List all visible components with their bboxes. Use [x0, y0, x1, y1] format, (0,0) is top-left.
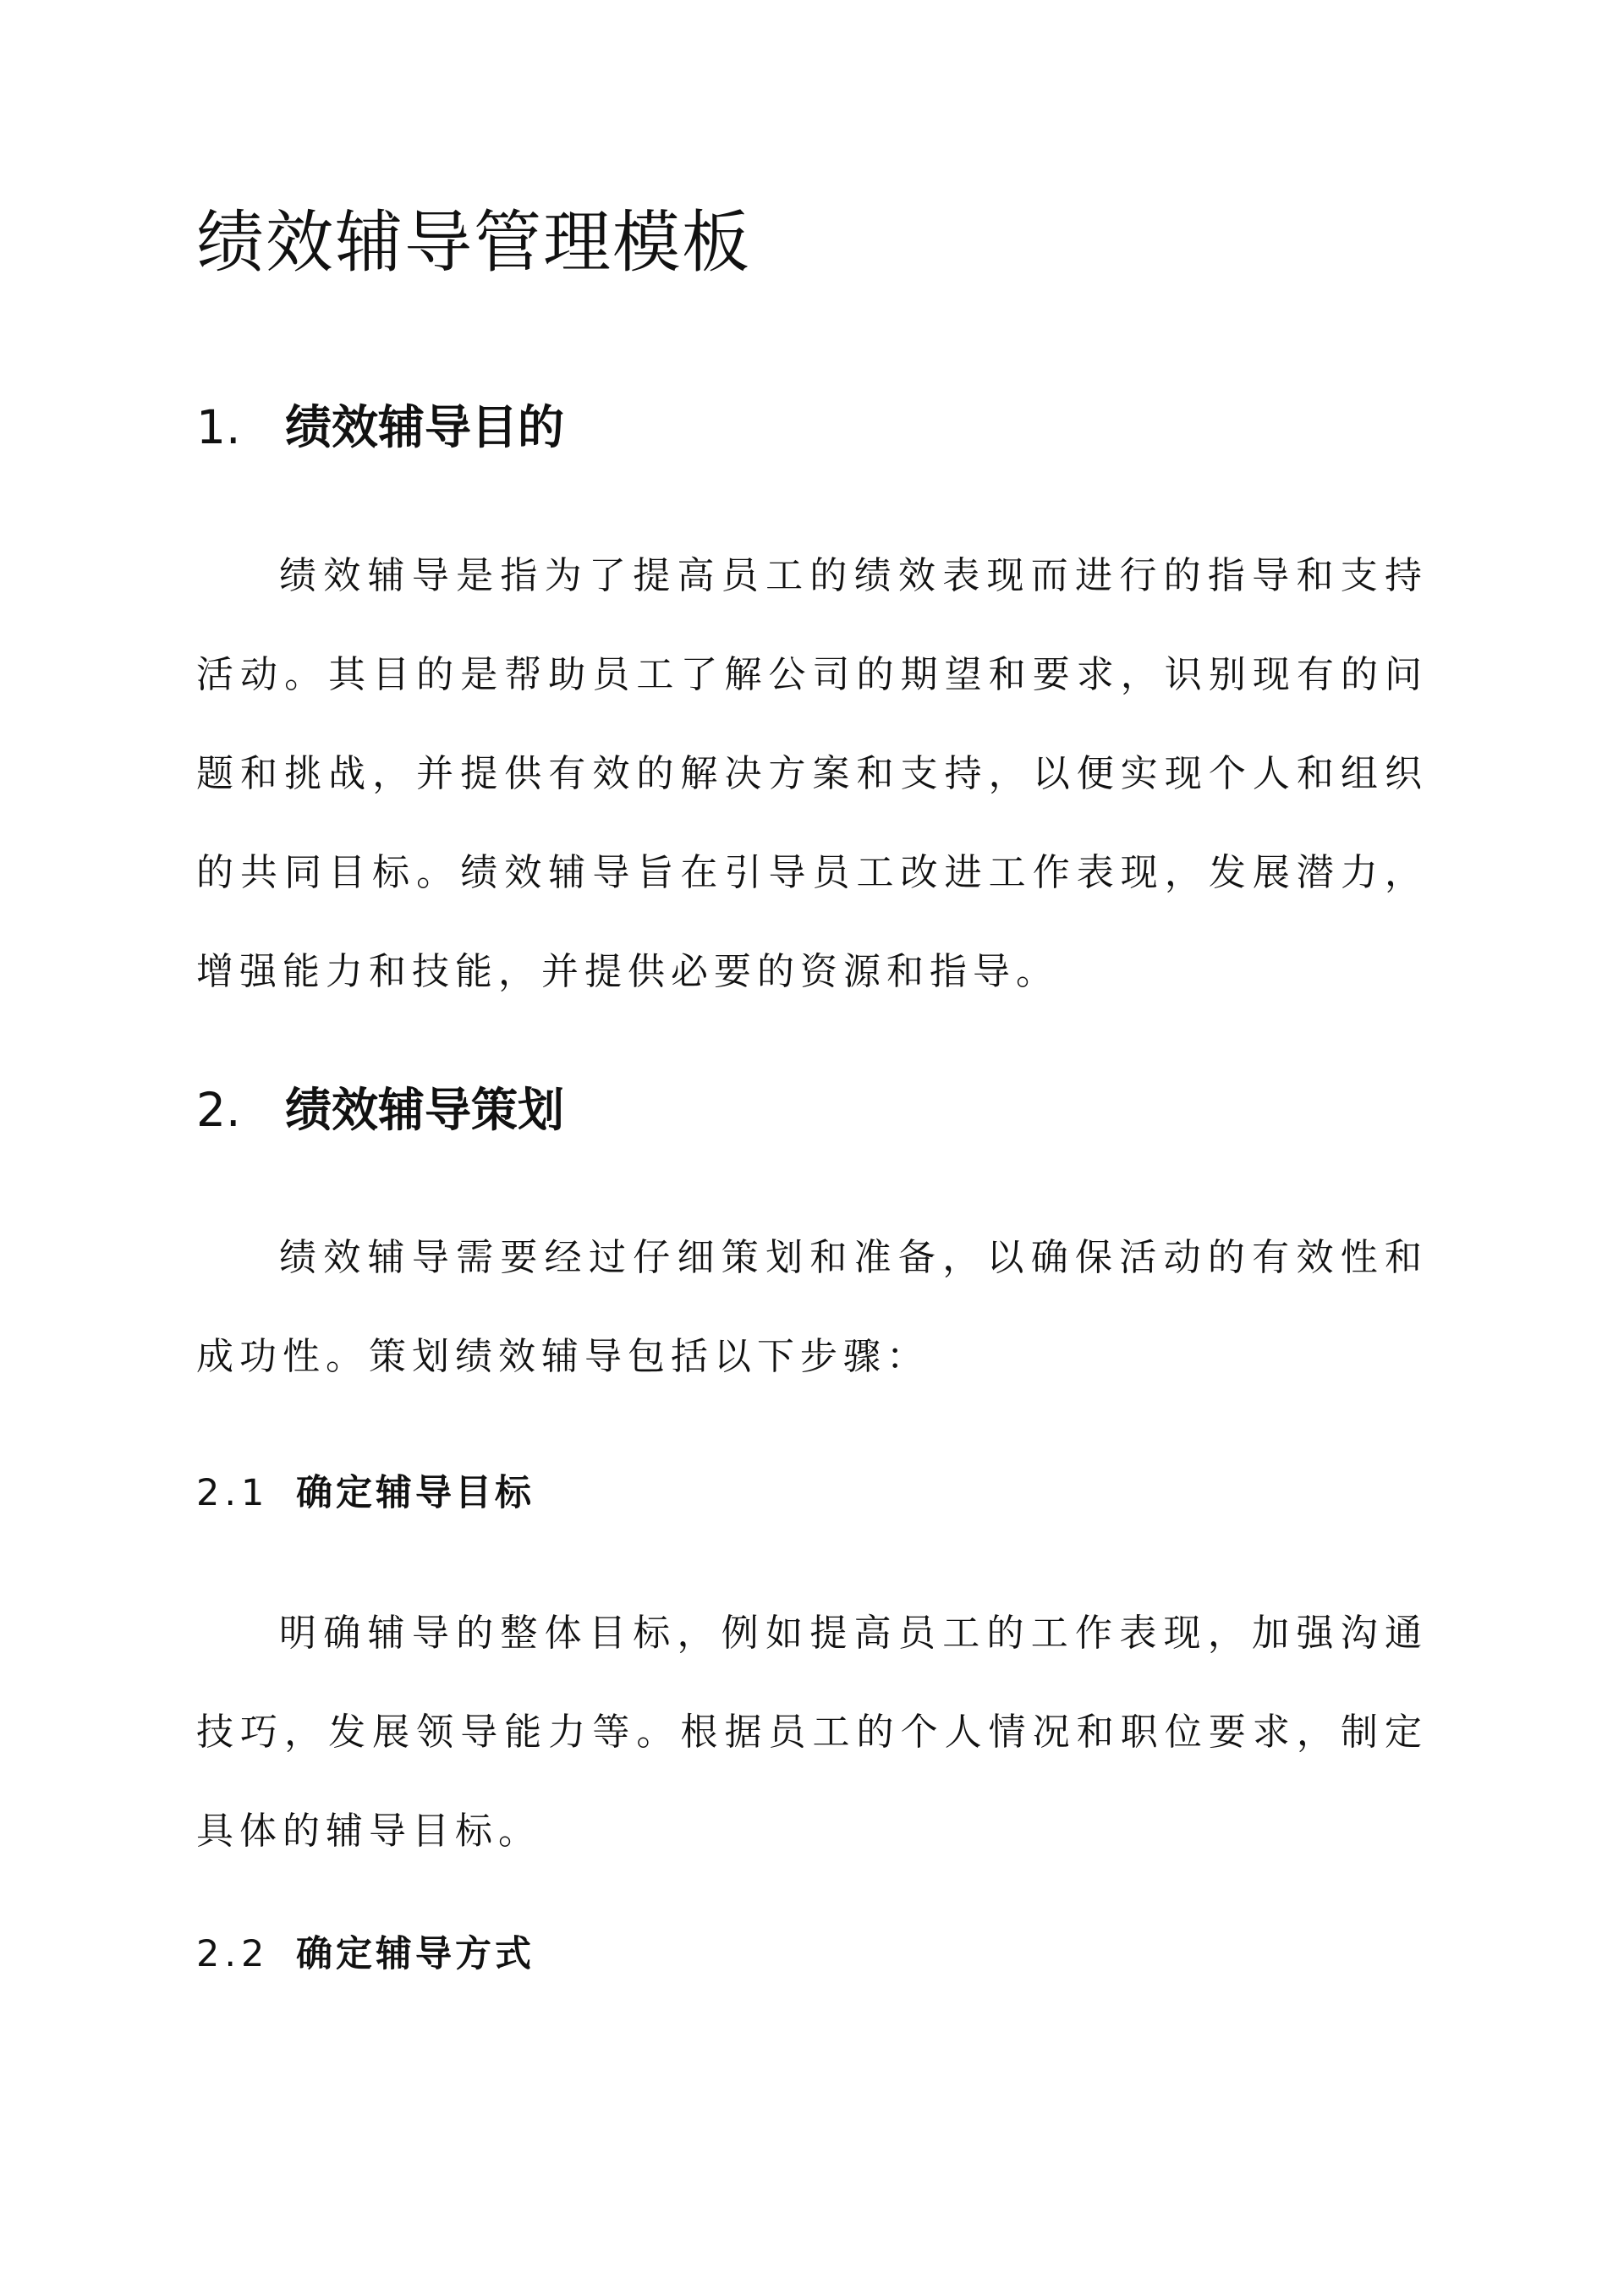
- section-2-title: 绩效辅导策划: [285, 1083, 565, 1137]
- subsection-2-2-title: 确定辅导方式: [296, 1933, 535, 1975]
- subsection-2-1-heading: [196, 1468, 535, 1519]
- section-1-number: 1.: [196, 400, 241, 454]
- section-1-paragraph: 绩效辅导是指为了提高员工的绩效表现而进行的指导和支持活动。其目的是帮助员工了解公司的期望和要求，识别现有的问题和挑战，并提供有效的解决方案和支持，以便实现个人和组织的共同目标。绩效辅导旨在引导员工改进工作表现，发展潜力，增强能力和技能，并提供必要的资源和指导。: [196, 554, 1428, 993]
- subsection-2-2-heading: [196, 1929, 535, 1980]
- section-2-number: 2.: [196, 1083, 241, 1137]
- subsection-2-1-number: 2.1: [196, 1472, 270, 1514]
- subsection-2-1-title: 确定辅导目标: [296, 1472, 535, 1514]
- subsection-2-2-number: 2.2: [196, 1933, 270, 1975]
- section-1-title: 绩效辅导目的: [285, 400, 565, 454]
- section-2-paragraph: 绩效辅导需要经过仔细策划和准备，以确保活动的有效性和成功性。策划绩效辅导包括以下步骤：: [196, 1236, 1428, 1378]
- section-1-heading: [196, 393, 564, 461]
- section-2-heading: [196, 1076, 564, 1144]
- document-title: 绩效辅导管理模板: [196, 203, 751, 282]
- subsection-2-1-paragraph: 明确辅导的整体目标，例如提高员工的工作表现，加强沟通技巧，发展领导能力等。根据员工的个人情况和职位要求，制定具体的辅导目标。: [196, 1612, 1428, 1853]
